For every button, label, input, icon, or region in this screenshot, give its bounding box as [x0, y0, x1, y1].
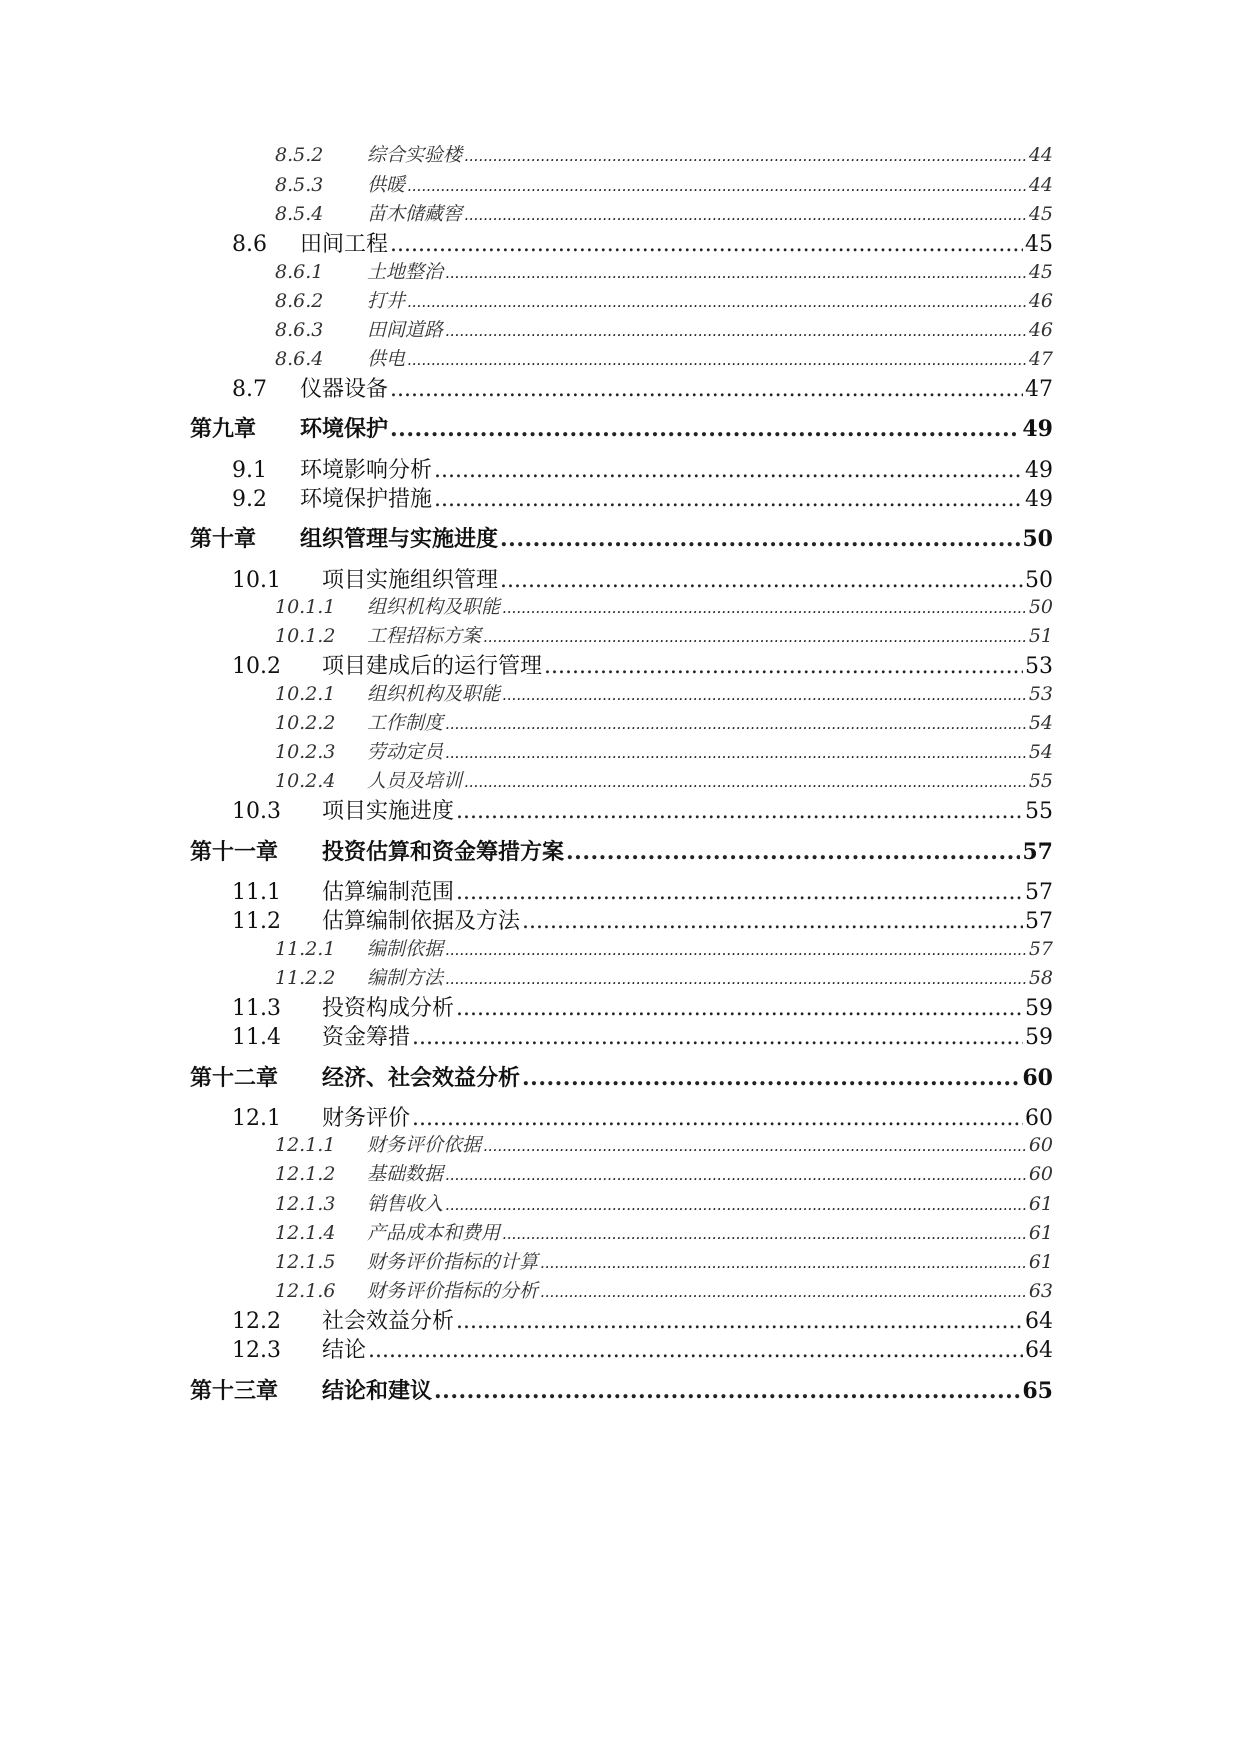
toc-entry-page-number: 49 [1025, 487, 1053, 512]
toc-entry-page-number: 59 [1025, 1025, 1053, 1050]
toc-entry-number: 10.2.1 [275, 683, 336, 705]
toc-entry-title: 人员及培训 [367, 770, 463, 792]
toc-entry[interactable] [0, 708, 1241, 735]
toc-entry-page-number: 65 [1022, 1378, 1053, 1404]
toc-entry-title: 组织机构及职能 [367, 596, 501, 618]
toc-leader-dots [502, 1225, 1027, 1243]
toc-entry-number: 9.2 [232, 487, 267, 512]
toc-leader-dots [456, 996, 1023, 1021]
toc-entry-number: 12.1.1 [275, 1134, 336, 1156]
toc-entry[interactable] [0, 1189, 1241, 1216]
toc-leader-dots [407, 293, 1027, 311]
toc-entry[interactable] [0, 286, 1241, 313]
toc-entry-title: 投资估算和资金筹措方案 [322, 839, 565, 865]
toc-entry-title: 环境影响分析 [300, 458, 433, 483]
toc-entry-number: 第十一章 [190, 839, 279, 865]
toc-entry-number: 8.6 [232, 232, 267, 257]
toc-entry-number: 12.3 [232, 1338, 281, 1363]
toc-leader-dots [445, 1196, 1027, 1214]
toc-leader-dots [412, 1025, 1023, 1050]
toc-entry-number: 11.3 [232, 996, 281, 1021]
toc-leader-dots [464, 147, 1027, 165]
toc-entry-number: 12.2 [232, 1309, 281, 1334]
toc-entry-page-number: 44 [1028, 144, 1053, 166]
toc-entry-number: 10.3 [232, 799, 281, 824]
toc-entry-title: 项目实施组织管理 [322, 568, 499, 593]
toc-entry-number: 10.2 [232, 654, 281, 679]
toc-entry-page-number: 64 [1025, 1309, 1053, 1334]
toc-entry[interactable] [0, 1333, 1241, 1364]
toc-leader-dots [502, 599, 1027, 617]
toc-entry-number: 9.1 [232, 458, 267, 483]
toc-leader-dots [445, 264, 1027, 282]
toc-entry-number: 10.2.4 [275, 770, 336, 792]
toc-entry-title: 资金筹措 [322, 1025, 411, 1050]
toc-entry-number: 8.6.4 [275, 348, 324, 370]
toc-entry-number: 11.1 [232, 880, 281, 905]
toc-entry-page-number: 50 [1025, 568, 1053, 593]
toc-entry-page-number: 49 [1025, 458, 1053, 483]
toc-entry[interactable] [0, 372, 1241, 403]
toc-entry[interactable] [0, 482, 1241, 513]
toc-entry-page-number: 64 [1025, 1338, 1053, 1363]
toc-leader-dots [456, 1309, 1023, 1334]
toc-entry[interactable] [0, 963, 1241, 990]
toc-leader-dots [445, 322, 1027, 340]
toc-entry-title: 苗木储藏窖 [367, 203, 463, 225]
toc-entry-number: 第九章 [190, 416, 257, 442]
toc-leader-dots [483, 1137, 1027, 1155]
toc-entry-number: 11.2.2 [275, 967, 336, 989]
toc-entry[interactable] [0, 592, 1241, 619]
toc-entry-page-number: 61 [1028, 1222, 1053, 1244]
toc-entry-title: 土地整治 [367, 261, 444, 283]
toc-entry-page-number: 44 [1028, 174, 1053, 196]
toc-entry[interactable] [0, 794, 1241, 825]
toc-entry-page-number: 45 [1028, 261, 1053, 283]
toc-entry-title: 供暖 [367, 174, 406, 196]
toc-entry-number: 8.7 [232, 377, 267, 402]
toc-entry-title: 经济、社会效益分析 [322, 1065, 521, 1091]
toc-leader-dots [390, 416, 1020, 442]
toc-leader-dots [500, 568, 1023, 593]
toc-leader-dots [407, 177, 1027, 195]
toc-entry-page-number: 57 [1025, 880, 1053, 905]
toc-entry-title: 组织管理与实施进度 [300, 526, 499, 552]
toc-entry-page-number: 58 [1028, 967, 1053, 989]
toc-entry-page-number: 61 [1028, 1193, 1053, 1215]
toc-entry-page-number: 60 [1022, 1065, 1053, 1091]
toc-entry[interactable] [0, 1101, 1241, 1132]
toc-entry-page-number: 61 [1028, 1251, 1053, 1273]
toc-entry[interactable] [0, 875, 1241, 906]
toc-entry-title: 编制方法 [367, 967, 444, 989]
toc-leader-dots [456, 799, 1023, 824]
toc-entry-title: 田间道路 [367, 319, 444, 341]
toc-entry[interactable] [0, 766, 1241, 793]
toc-entry-title: 编制依据 [367, 938, 444, 960]
toc-entry-page-number: 51 [1028, 625, 1053, 647]
toc-entry-page-number: 63 [1028, 1280, 1053, 1302]
toc-entry-title: 劳动定员 [367, 741, 444, 763]
toc-entry[interactable] [0, 1020, 1241, 1051]
toc-entry-number: 第十二章 [190, 1065, 279, 1091]
toc-leader-dots [368, 1338, 1023, 1363]
toc-entry[interactable] [0, 412, 1241, 443]
toc-entry-number: 第十三章 [190, 1378, 279, 1404]
toc-entry-page-number: 55 [1025, 799, 1053, 824]
toc-entry-title: 财务评价依据 [367, 1134, 482, 1156]
toc-entry-number: 11.2 [232, 909, 281, 934]
toc-entry[interactable] [0, 170, 1241, 197]
toc-entry-number: 12.1.5 [275, 1251, 336, 1273]
toc-leader-dots [540, 1283, 1027, 1301]
toc-entry-number: 11.4 [232, 1025, 281, 1050]
toc-entry-page-number: 50 [1028, 596, 1053, 618]
toc-entry-page-number: 47 [1028, 348, 1053, 370]
toc-entry-title: 财务评价指标的分析 [367, 1280, 539, 1302]
toc-entry-page-number: 49 [1022, 416, 1053, 442]
toc-entry[interactable] [0, 563, 1241, 594]
toc-leader-dots [445, 1166, 1027, 1184]
toc-leader-dots [434, 1378, 1020, 1404]
toc-leader-dots [434, 487, 1023, 512]
toc-entry-title: 工程招标方案 [367, 625, 482, 647]
toc-entry-number: 8.6.1 [275, 261, 324, 283]
toc-entry[interactable] [0, 453, 1241, 484]
toc-entry-title: 结论和建议 [322, 1378, 433, 1404]
toc-entry[interactable] [0, 1374, 1241, 1405]
toc-entry-page-number: 53 [1025, 654, 1053, 679]
toc-entry-title: 供电 [367, 348, 406, 370]
toc-leader-dots [445, 941, 1027, 959]
toc-entry-page-number: 60 [1028, 1134, 1053, 1156]
toc-entry-number: 12.1 [232, 1106, 281, 1131]
toc-leader-dots [502, 686, 1027, 704]
toc-entry[interactable] [0, 1304, 1241, 1335]
toc-entry[interactable] [0, 904, 1241, 935]
toc-entry[interactable] [0, 227, 1241, 258]
toc-entry[interactable] [0, 649, 1241, 680]
toc-leader-dots [445, 744, 1027, 762]
toc-entry-title: 打井 [367, 290, 406, 312]
toc-entry-title: 田间工程 [300, 232, 389, 257]
toc-entry-number: 12.1.2 [275, 1163, 336, 1185]
toc-entry-title: 产品成本和费用 [367, 1222, 501, 1244]
toc-leader-dots [500, 526, 1020, 552]
toc-entry[interactable] [0, 199, 1241, 226]
toc-entry-number: 10.1 [232, 568, 281, 593]
toc-entry[interactable] [0, 1276, 1241, 1303]
toc-entry-title: 仪器设备 [300, 377, 389, 402]
toc-entry[interactable] [0, 1159, 1241, 1186]
toc-entry-page-number: 57 [1022, 839, 1053, 865]
toc-leader-dots [412, 1106, 1023, 1131]
toc-leader-dots [434, 458, 1023, 483]
toc-entry-number: 12.1.6 [275, 1280, 336, 1302]
toc-entry-number: 12.1.4 [275, 1222, 336, 1244]
toc-leader-dots [566, 839, 1020, 865]
toc-entry-page-number: 55 [1028, 770, 1053, 792]
toc-entry-number: 10.2.2 [275, 712, 336, 734]
toc-entry-page-number: 45 [1028, 203, 1053, 225]
toc-entry-title: 项目实施进度 [322, 799, 455, 824]
toc-entry-title: 社会效益分析 [322, 1309, 455, 1334]
toc-leader-dots [445, 970, 1027, 988]
toc-entry-number: 8.5.3 [275, 174, 324, 196]
toc-entry[interactable] [0, 1130, 1241, 1157]
toc-entry-page-number: 45 [1025, 232, 1053, 257]
toc-entry-title: 财务评价指标的计算 [367, 1251, 539, 1273]
toc-entry-page-number: 54 [1028, 741, 1053, 763]
toc-entry-title: 估算编制范围 [322, 880, 455, 905]
toc-entry[interactable] [0, 737, 1241, 764]
toc-entry-title: 估算编制依据及方法 [322, 909, 521, 934]
toc-leader-dots [464, 773, 1027, 791]
toc-entry-number: 8.5.2 [275, 144, 324, 166]
toc-entry-title: 环境保护措施 [300, 487, 433, 512]
toc-entry-number: 10.1.1 [275, 596, 336, 618]
toc-entry-number: 10.1.2 [275, 625, 336, 647]
toc-leader-dots [544, 654, 1023, 679]
toc-entry-page-number: 59 [1025, 996, 1053, 1021]
toc-entry[interactable] [0, 140, 1241, 167]
toc-leader-dots [522, 1065, 1020, 1091]
toc-leader-dots [522, 909, 1023, 934]
toc-entry-page-number: 57 [1028, 938, 1053, 960]
toc-entry-title: 财务评价 [322, 1106, 411, 1131]
toc-leader-dots [464, 206, 1027, 224]
toc-entry-page-number: 60 [1025, 1106, 1053, 1131]
toc-entry-number: 10.2.3 [275, 741, 336, 763]
toc-entry[interactable] [0, 1218, 1241, 1245]
toc-entry[interactable] [0, 991, 1241, 1022]
toc-entry-title: 综合实验楼 [367, 144, 463, 166]
toc-leader-dots [445, 715, 1027, 733]
toc-entry[interactable] [0, 934, 1241, 961]
toc-leader-dots [483, 628, 1027, 646]
toc-entry-title: 基础数据 [367, 1163, 444, 1185]
toc-leader-dots [456, 880, 1023, 905]
toc-entry-page-number: 57 [1025, 909, 1053, 934]
toc-entry[interactable] [0, 835, 1241, 866]
toc-entry[interactable] [0, 522, 1241, 553]
toc-entry-number: 第十章 [190, 526, 257, 552]
toc-entry-number: 11.2.1 [275, 938, 336, 960]
toc-entry-page-number: 53 [1028, 683, 1053, 705]
toc-leader-dots [540, 1254, 1027, 1272]
toc-entry-title: 结论 [322, 1338, 367, 1363]
toc-entry-title: 投资构成分析 [322, 996, 455, 1021]
toc-entry[interactable] [0, 679, 1241, 706]
toc-entry[interactable] [0, 1061, 1241, 1092]
toc-entry-title: 环境保护 [300, 416, 389, 442]
toc-entry-title: 销售收入 [367, 1193, 444, 1215]
toc-entry-page-number: 46 [1028, 319, 1053, 341]
toc-entry-page-number: 46 [1028, 290, 1053, 312]
toc-entry-title: 项目建成后的运行管理 [322, 654, 543, 679]
toc-entry[interactable] [0, 621, 1241, 648]
toc-entry[interactable] [0, 315, 1241, 342]
toc-entry[interactable] [0, 257, 1241, 284]
toc-entry-page-number: 54 [1028, 712, 1053, 734]
toc-entry-page-number: 50 [1022, 526, 1053, 552]
toc-entry-title: 工作制度 [367, 712, 444, 734]
toc-entry-page-number: 47 [1025, 377, 1053, 402]
toc-entry[interactable] [0, 1247, 1241, 1274]
toc-entry[interactable] [0, 344, 1241, 371]
toc-entry-number: 12.1.3 [275, 1193, 336, 1215]
toc-leader-dots [407, 351, 1027, 369]
toc-entry-number: 8.5.4 [275, 203, 324, 225]
toc-entry-title: 组织机构及职能 [367, 683, 501, 705]
toc-leader-dots [390, 377, 1023, 402]
toc-entry-number: 8.6.3 [275, 319, 324, 341]
toc-entry-page-number: 60 [1028, 1163, 1053, 1185]
toc-entry-number: 8.6.2 [275, 290, 324, 312]
toc-leader-dots [390, 232, 1023, 257]
